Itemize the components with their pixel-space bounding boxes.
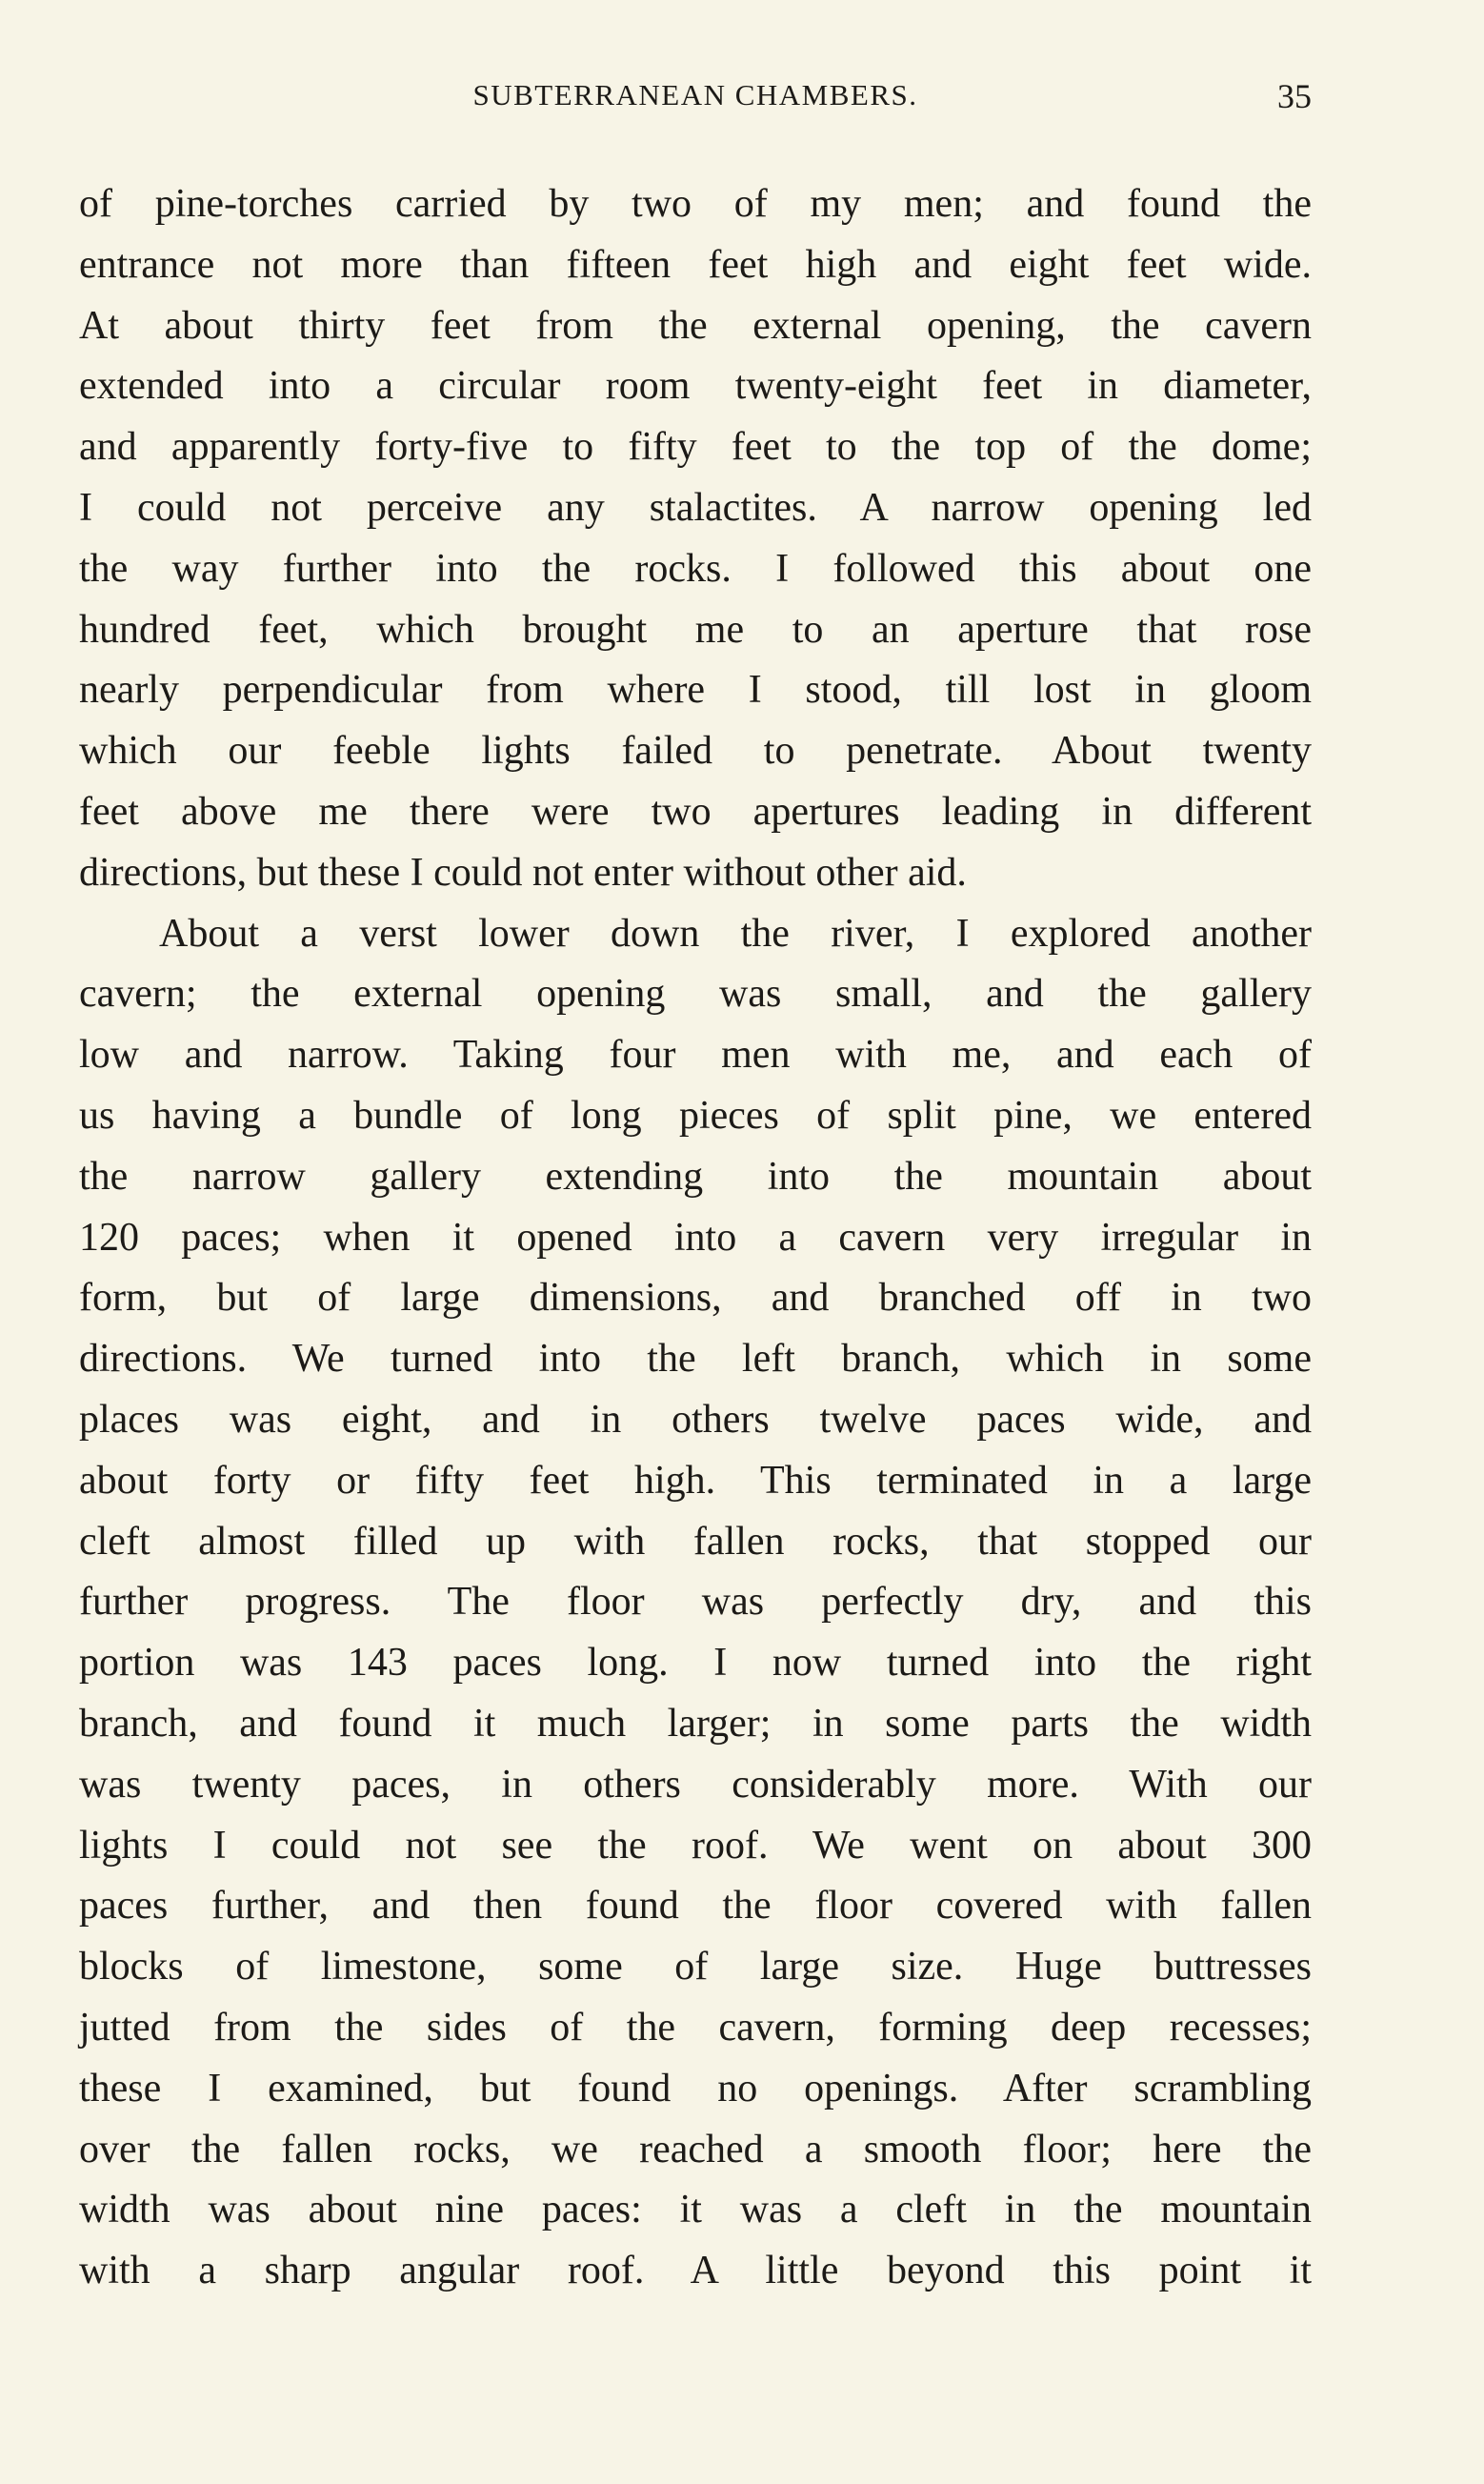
text-line: width was about nine paces: it was a cleft in the mountain <box>79 2188 1312 2232</box>
text-line: blocks of limestone, some of large size. Huge buttresses <box>79 1945 1312 1989</box>
text-line: lights I could not see the roof. We went on about 300 <box>79 1823 1312 1868</box>
text-line: cavern; the external opening was small, and the gallery <box>79 972 1312 1017</box>
text-line: of pine-torches carried by two of my men; and found the <box>79 182 1312 226</box>
text-line: which our feeble lights failed to penetrate. About twenty <box>79 729 1312 774</box>
text-line: feet above me there were two apertures leading in different <box>79 789 1312 834</box>
text-line: paces further, and then found the floor covered with fallen <box>79 1884 1312 1929</box>
running-head <box>79 74 1312 122</box>
text-line: hundred feet, which brought me to an aperture that rose <box>79 607 1312 652</box>
text-line: cleft almost filled up with fallen rocks, that stopped our <box>79 1519 1312 1564</box>
page-number: 35 <box>1277 77 1312 115</box>
text-line: directions, but these I could not enter without other aid. <box>79 850 967 895</box>
text-line: At about thirty feet from the external opening, the cavern <box>79 303 1312 348</box>
text-line: with a sharp angular roof. A little beyond this point it <box>79 2249 1312 2293</box>
text-line: entrance not more than fifteen feet high and eight feet wide. <box>79 242 1312 287</box>
text-line: nearly perpendicular from where I stood, till lost in gloom <box>79 668 1312 713</box>
text-line: branch, and found it much larger; in some parts the width <box>79 1701 1312 1746</box>
text-line: us having a bundle of long pieces of split pine, we entered <box>79 1093 1312 1138</box>
running-title: SUBTERRANEAN CHAMBERS. <box>472 78 918 111</box>
paragraph-start-line: About a verst lower down the river, I explored another <box>159 911 1312 956</box>
text-line: portion was 143 paces long. I now turned into the right <box>79 1641 1312 1686</box>
text-line: the way further into the rocks. I followed this about one <box>79 546 1312 591</box>
text-line: I could not perceive any stalactites. A narrow opening led <box>79 485 1312 530</box>
text-line: was twenty paces, in others considerably more. With our <box>79 1762 1312 1807</box>
text-line: these I examined, but found no openings. After scrambling <box>79 2066 1312 2110</box>
text-line: about forty or fifty feet high. This terminated in a large <box>79 1458 1312 1503</box>
text-line: places was eight, and in others twelve paces wide, and <box>79 1397 1312 1442</box>
text-line: further progress. The floor was perfectly dry, and this <box>79 1580 1312 1625</box>
text-line: 120 paces; when it opened into a cavern very irregular in <box>79 1215 1312 1260</box>
text-line: directions. We turned into the left branch, which in some <box>79 1337 1312 1382</box>
text-line: jutted from the sides of the cavern, forming deep recesses; <box>79 2005 1312 2050</box>
text-line: form, but of large dimensions, and branched off in two <box>79 1276 1312 1321</box>
text-line: and apparently forty-five to fifty feet to the top of the dome; <box>79 425 1312 470</box>
text-line: extended into a circular room twenty-eight feet in diameter, <box>79 364 1312 409</box>
text-line: the narrow gallery extending into the mountain about <box>79 1154 1312 1199</box>
text-line: over the fallen rocks, we reached a smooth floor; here the <box>79 2127 1312 2171</box>
body-text <box>79 174 1312 2302</box>
text-line: low and narrow. Taking four men with me, and each of <box>79 1033 1312 1078</box>
